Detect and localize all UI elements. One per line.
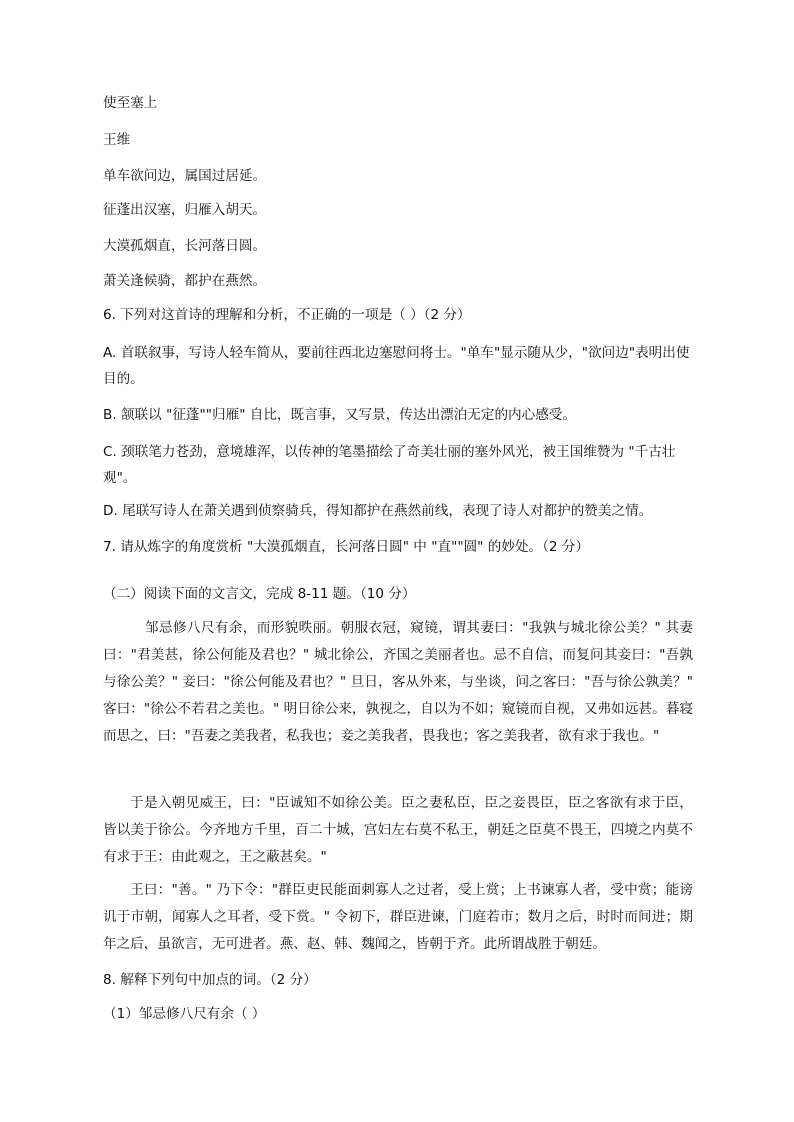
- question-6-option-d: D. 尾联写诗人在萧关遇到侦察骑兵，得知都护在燕然前线，表现了诗人对都护的赞美之情。: [103, 503, 653, 519]
- question-7-stem: 7. 请从炼字的角度赏析 "大漠孤烟直，长河落日圆" 中 "直""圆" 的妙处。（2 分）: [103, 539, 590, 555]
- classical-text-paragraph-1: 邹忌修八尺有余，而形貌昳丽。朝服衣冠，窥镜，谓其妻曰："我孰与城北徐公美？" 其妻曰："君美甚，徐公何能及君也？" 城北徐公，齐国之美丽者也。忌不自信，而复问其妾曰："吾孰与徐公美？" 妾曰："徐公何能及君也？" 旦日，客从外来，与坐谈，问之客曰："吾与徐公孰美？" 客曰："徐公不若君之美也。" 明日徐公来，孰视之，自以为不如；窥镜而自视，又弗如远甚。暮寝而思之，曰："吾妻之美我者，私我也；妾之美我者，畏我也；客之美我者，欲有求于我也。": [103, 620, 693, 744]
- question-6-option-b: B. 颔联以 "征蓬""归雁" 自比，既言事，又写景，传达出漂泊无定的内心感受。: [103, 407, 577, 423]
- classical-text-paragraph-3: 王曰："善。" 乃下令："群臣吏民能面刺寡人之过者，受上赏；上书谏寡人者，受中赏；能谤讥于市朝，闻寡人之耳者，受下赏。" 令初下，群臣进谏，门庭若市；数月之后，时时而间进；期年之后，虽欲言，无可进者。燕、赵、韩、魏闻之，皆朝于齐。此所谓战胜于朝廷。: [103, 882, 693, 952]
- poem-line: 单车欲问边，属国过居延。: [103, 168, 267, 184]
- poem-title: 使至塞上: [103, 95, 158, 111]
- question-6-stem: 6. 下列对这首诗的理解和分析，不正确的一项是（ ）（2 分）: [103, 307, 471, 323]
- question-6-option-a: A. 首联叙事，写诗人轻车简从，要前往西北边塞慰问将士。"单车"显示随从少，"欲问边"表明出使目的。: [103, 345, 690, 387]
- question-8-stem: 8. 解释下列句中加点的词。（2 分）: [103, 972, 317, 988]
- classical-text-paragraph-2: 于是入朝见威王，曰："臣诚知不如徐公美。臣之妻私臣，臣之妾畏臣，臣之客欲有求于臣，皆以美于徐公。今齐地方千里，百二十城，宫妇左右莫不私王，朝廷之臣莫不畏王，四境之内莫不有求于王：由此观之，王之蔽甚矣。": [103, 795, 693, 865]
- poem-author: 王维: [103, 132, 131, 148]
- poem-line: 萧关逢候骑，都护在燕然。: [103, 273, 267, 289]
- question-8-item: （1）邹忌修八尺有余（ ）: [103, 1006, 266, 1022]
- question-6-option-c: C. 颈联笔力苍劲，意境雄浑，以传神的笔墨描绘了奇美壮丽的塞外风光，被王国维赞为 "千古壮观"。: [103, 444, 676, 486]
- poem-line: 征蓬出汉塞，归雁入胡天。: [103, 202, 267, 218]
- section-heading: （二）阅读下面的文言文，完成 8-11 题。（10 分）: [103, 586, 416, 602]
- poem-line: 大漠孤烟直，长河落日圆。: [103, 238, 267, 254]
